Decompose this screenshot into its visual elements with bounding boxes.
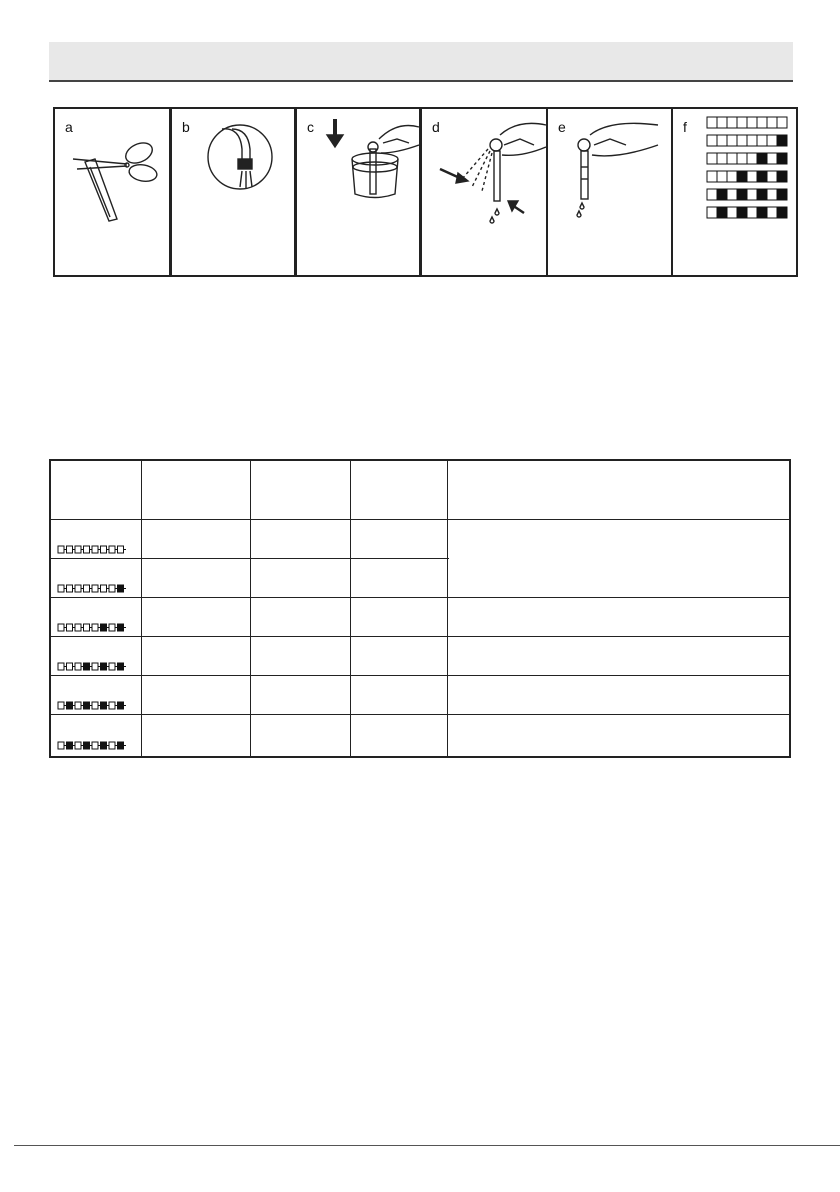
panel-letter: a bbox=[65, 119, 73, 135]
strip-square-light bbox=[84, 546, 90, 553]
shake-strip-icon bbox=[422, 109, 550, 279]
panel-b bbox=[170, 107, 296, 277]
panel-e bbox=[546, 107, 673, 277]
scale-square-light bbox=[727, 189, 737, 200]
scale-square-dark bbox=[717, 189, 727, 200]
hardness-strip bbox=[57, 662, 127, 671]
scale-square-light bbox=[767, 117, 777, 128]
scale-square-dark bbox=[737, 171, 747, 182]
panel-letter: f bbox=[683, 119, 687, 135]
strip-square-light bbox=[109, 702, 115, 709]
strip-square-light bbox=[67, 624, 73, 631]
panel-letter: d bbox=[432, 119, 440, 135]
scale-square-light bbox=[717, 153, 727, 164]
footer-rule bbox=[14, 1145, 840, 1146]
table-rule bbox=[141, 461, 142, 756]
strip-square-dark bbox=[118, 585, 124, 592]
strip-square-light bbox=[109, 546, 115, 553]
scale-square-light bbox=[717, 135, 727, 146]
strip-square-light bbox=[75, 702, 81, 709]
scale-square-light bbox=[717, 117, 727, 128]
scale-square-dark bbox=[777, 171, 787, 182]
scale-square-light bbox=[747, 189, 757, 200]
strip-square-light bbox=[58, 546, 64, 553]
table-rule bbox=[51, 675, 789, 676]
table-rule bbox=[350, 461, 351, 756]
scale-square-light bbox=[707, 207, 717, 218]
scale-square-light bbox=[717, 171, 727, 182]
scale-square-light bbox=[767, 207, 777, 218]
scale-square-dark bbox=[777, 207, 787, 218]
scale-square-dark bbox=[777, 153, 787, 164]
strip-square-light bbox=[75, 546, 81, 553]
strip-square-light bbox=[67, 585, 73, 592]
panel-c bbox=[295, 107, 421, 277]
scale-square-light bbox=[707, 117, 717, 128]
hardness-strip bbox=[57, 741, 127, 750]
scale-square-light bbox=[767, 135, 777, 146]
scale-square-light bbox=[757, 135, 767, 146]
table-rule bbox=[51, 636, 789, 637]
strip-square-light bbox=[84, 624, 90, 631]
hardness-strip bbox=[57, 701, 127, 710]
strip-square-dark bbox=[101, 624, 107, 631]
strip-square-dark bbox=[118, 663, 124, 670]
panel-letter: b bbox=[182, 119, 190, 135]
strip-square-light bbox=[101, 546, 107, 553]
table-rule bbox=[51, 519, 789, 520]
color-scale-icon bbox=[673, 109, 800, 279]
strip-square-light bbox=[92, 742, 98, 749]
strip-square-light bbox=[58, 742, 64, 749]
scale-square-light bbox=[737, 135, 747, 146]
scale-square-light bbox=[757, 117, 767, 128]
scale-square-light bbox=[727, 135, 737, 146]
strip-square-light bbox=[58, 585, 64, 592]
scale-square-light bbox=[707, 135, 717, 146]
strip-square-dark bbox=[118, 742, 124, 749]
strip-square-light bbox=[67, 663, 73, 670]
scale-square-dark bbox=[737, 207, 747, 218]
strip-square-light bbox=[109, 663, 115, 670]
table-rule bbox=[250, 461, 251, 756]
panel-a bbox=[53, 107, 171, 277]
strip-square-light bbox=[109, 742, 115, 749]
scale-square-light bbox=[747, 171, 757, 182]
scale-square-light bbox=[727, 207, 737, 218]
table-rule bbox=[51, 714, 789, 715]
strip-square-light bbox=[75, 624, 81, 631]
strip-square-light bbox=[75, 663, 81, 670]
scale-square-light bbox=[727, 171, 737, 182]
scale-square-light bbox=[767, 171, 777, 182]
hardness-strip bbox=[57, 623, 127, 632]
panel-d bbox=[420, 107, 548, 277]
dip-strip-in-glass-icon bbox=[297, 109, 423, 279]
panel-letter: c bbox=[307, 119, 314, 135]
scale-square-light bbox=[737, 153, 747, 164]
strip-square-light bbox=[92, 624, 98, 631]
scale-square-light bbox=[707, 153, 717, 164]
hold-strip-icon bbox=[548, 109, 675, 279]
strip-square-light bbox=[92, 663, 98, 670]
strip-square-dark bbox=[84, 742, 90, 749]
strip-square-light bbox=[101, 585, 107, 592]
strip-square-light bbox=[67, 546, 73, 553]
strip-square-light bbox=[75, 742, 81, 749]
scale-square-light bbox=[747, 153, 757, 164]
hardness-table bbox=[49, 459, 791, 758]
table-rule bbox=[51, 597, 789, 598]
scale-square-light bbox=[747, 117, 757, 128]
scale-square-light bbox=[777, 117, 787, 128]
strip-square-dark bbox=[67, 742, 73, 749]
strip-square-light bbox=[75, 585, 81, 592]
tap-water-icon bbox=[172, 109, 298, 279]
strip-square-dark bbox=[84, 663, 90, 670]
scale-square-light bbox=[747, 135, 757, 146]
scale-square-light bbox=[747, 207, 757, 218]
scale-square-light bbox=[737, 117, 747, 128]
scale-square-light bbox=[767, 189, 777, 200]
strip-square-dark bbox=[84, 702, 90, 709]
scale-square-dark bbox=[777, 189, 787, 200]
scale-square-light bbox=[707, 189, 717, 200]
scale-square-light bbox=[767, 153, 777, 164]
table-rule bbox=[447, 461, 448, 756]
scale-square-dark bbox=[737, 189, 747, 200]
scale-square-dark bbox=[757, 189, 767, 200]
strip-square-dark bbox=[101, 702, 107, 709]
strip-square-light bbox=[58, 624, 64, 631]
strip-square-light bbox=[109, 585, 115, 592]
strip-square-light bbox=[84, 585, 90, 592]
strip-square-dark bbox=[118, 702, 124, 709]
header-bar bbox=[49, 42, 793, 82]
strip-square-light bbox=[109, 624, 115, 631]
scale-square-dark bbox=[777, 135, 787, 146]
strip-square-light bbox=[92, 702, 98, 709]
strip-square-dark bbox=[101, 663, 107, 670]
scale-square-light bbox=[727, 153, 737, 164]
panel-f bbox=[671, 107, 798, 277]
strip-square-light bbox=[58, 702, 64, 709]
scale-square-light bbox=[707, 171, 717, 182]
strip-square-light bbox=[58, 663, 64, 670]
scale-square-dark bbox=[757, 207, 767, 218]
hardness-strip bbox=[57, 584, 127, 593]
scale-square-dark bbox=[757, 153, 767, 164]
strip-square-dark bbox=[101, 742, 107, 749]
scale-square-dark bbox=[757, 171, 767, 182]
strip-square-light bbox=[92, 546, 98, 553]
strip-square-dark bbox=[118, 624, 124, 631]
strip-square-light bbox=[92, 585, 98, 592]
scissors-cutting-strip-icon bbox=[55, 109, 173, 279]
strip-square-dark bbox=[67, 702, 73, 709]
scale-square-light bbox=[727, 117, 737, 128]
hardness-strip bbox=[57, 545, 127, 554]
strip-square-light bbox=[118, 546, 124, 553]
scale-square-dark bbox=[717, 207, 727, 218]
panel-letter: e bbox=[558, 119, 566, 135]
